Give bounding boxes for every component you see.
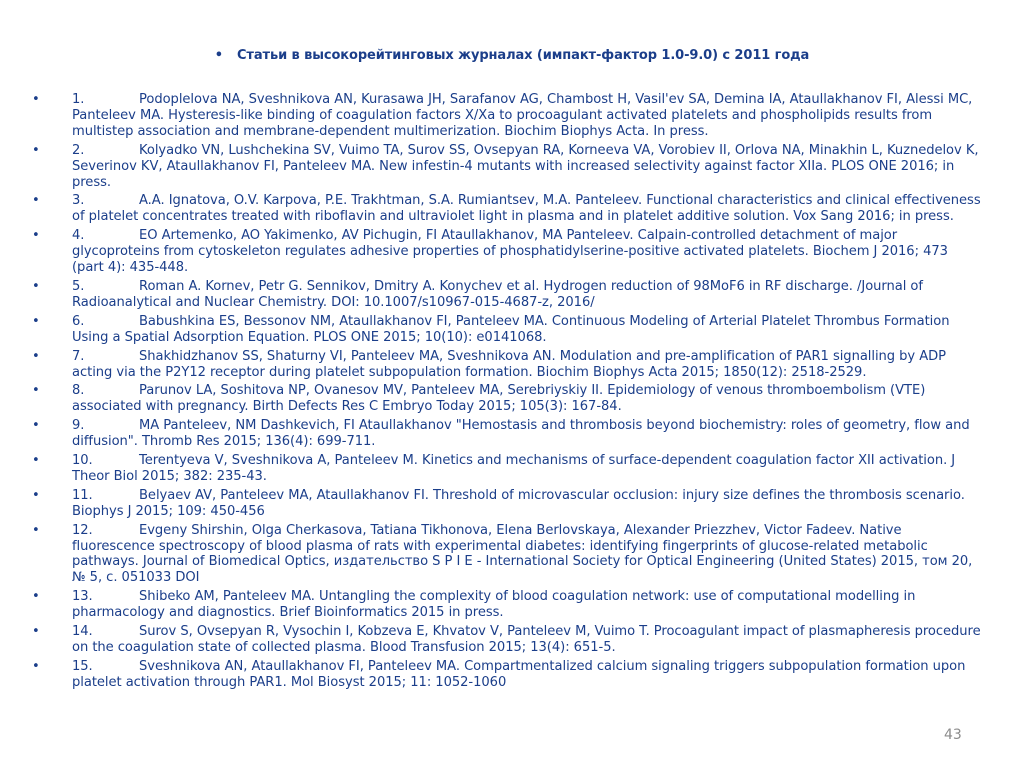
- reference-number: 11.: [72, 487, 93, 503]
- reference-number: 5.: [72, 278, 85, 294]
- reference-number: 1.: [72, 92, 85, 107]
- reference-number: 6.: [72, 313, 85, 329]
- bullet-icon: •: [32, 278, 40, 294]
- reference-number: 8.: [72, 383, 85, 399]
- title-text: Статьи в высокорейтинговых журналах (импакт-фактор 1.0-9.0) с 2011 года: [236, 48, 810, 63]
- reference-item: [32, 488, 982, 520]
- bullet-icon: •: [32, 348, 40, 364]
- reference-item: [32, 143, 982, 191]
- reference-text: Babushkina ES, Bessonov NM, Ataullakhanov FI, Panteleev MA. Continuous Modeling of Arterial Platelet Thrombus Formation Using a Spatial Adsorption Equation. PLOS ONE 2015; 10(10): e0141068.: [72, 313, 950, 345]
- reference-item: [32, 624, 982, 656]
- reference-text: Evgeny Shirshin, Olga Cherkasova, Tatiana Tikhonova, Elena Berlovskaya, Alexander Priezzhev, Victor Fadeev. Native fluorescence spectroscopy of blood plasma of rats with experimental diabetes: identifying fingerprints of glucose-related metabolic pathways. Journal of Biomedical Optics, издательство S P I E - International Society for Optical Engineering (United States) 2015, том 20, № 5, с. 051033 DOI: [72, 522, 973, 586]
- bullet-icon: •: [32, 142, 40, 158]
- reference-item: [32, 659, 982, 691]
- reference-text: Parunov LA, Soshitova NP, Ovanesov MV, Panteleev MA, Serebriyskiy II. Epidemiology of venous thromboembolism (VTE) associated with pregnancy. Birth Defects Res C Embryo Today 2015; 105(3): 167-84.: [72, 383, 926, 415]
- reference-item: [32, 228, 982, 276]
- reference-item: [32, 418, 982, 450]
- reference-list: [32, 92, 982, 694]
- bullet-icon: •: [32, 624, 40, 640]
- reference-text: EO Artemenko, AO Yakimenko, AV Pichugin, FI Ataullakhanov, MA Panteleev. Calpain-controlled detachment of major glycoproteins from cytoskeleton regulates adhesive properties of phosphatidylserine-positive activated platelets. Biochem J 2016; 473 (part 4): 435-448.: [72, 228, 948, 276]
- bullet-icon: •: [32, 453, 40, 469]
- reference-item: [32, 314, 982, 346]
- reference-text: Terentyeva V, Sveshnikova A, Panteleev M. Kinetics and mechanisms of surface-dependent coagulation factor XII activation. J Theor Biol 2015; 382: 235-43.: [72, 453, 956, 484]
- reference-number: 3.: [72, 193, 85, 209]
- bullet-icon: •: [32, 92, 40, 107]
- reference-number: 15.: [72, 658, 93, 674]
- reference-number: 9.: [72, 418, 85, 434]
- reference-item: [32, 92, 982, 140]
- reference-text: Kolyadko VN, Lushchekina SV, Vuimo TA, Surov SS, Ovsepyan RA, Korneeva VA, Vorobiev II, Orlova NA, Minakhin L, Kuznedelov K, Severinov KV, Ataullakhanov FI, Panteleev MA. New infestin-4 mutants with increased selectivity against factor XIIa. PLOS ONE 2016; in press.: [72, 142, 979, 190]
- reference-text: Podoplelova NA, Sveshnikova AN, Kurasawa JH, Sarafanov AG, Chambost H, Vasil'ev SA, Demina IA, Ataullakhanov FI, Alessi MC, Panteleev MA. Hysteresis-like binding of coagulation factors X/Xa to procoagulant activated platelets and phospholipids results from multistep association and membrane-dependent multimerization. Biochim Biophys Acta. In press.: [72, 92, 973, 139]
- reference-number: 14.: [72, 624, 93, 640]
- reference-number: 13.: [72, 589, 93, 605]
- reference-text: A.A. Ignatova, O.V. Karpova, P.E. Trakhtman, S.A. Rumiantsev, M.A. Panteleev. Functional characteristics and clinical effectiveness of platelet concentrates treated with riboflavin and ultraviolet light in plasma and in platelet additive solution. Vox Sang 2016; in press.: [72, 193, 981, 225]
- bullet-icon: •: [32, 658, 40, 674]
- reference-number: 10.: [72, 453, 93, 469]
- title-bullet: •: [214, 48, 223, 63]
- reference-item: [32, 279, 982, 311]
- reference-text: Surov S, Ovsepyan R, Vysochin I, Kobzeva E, Khvatov V, Panteleev M, Vuimo T. Procoagulant impact of plasmapheresis procedure on the coagulation state of collected plasma. Blood Transfusion 2015; 13(4): 651-5.: [72, 624, 981, 655]
- reference-number: 12.: [72, 522, 93, 538]
- bullet-icon: •: [32, 589, 40, 605]
- bullet-icon: •: [32, 522, 40, 538]
- bullet-icon: •: [32, 313, 40, 329]
- reference-number: 7.: [72, 348, 85, 364]
- reference-text: Belyaev AV, Panteleev MA, Ataullakhanov FI. Threshold of microvascular occlusion: injury size defines the thrombosis scenario. Biophys J 2015; 109: 450-456: [72, 487, 965, 519]
- reference-item: [32, 453, 982, 485]
- reference-text: MA Panteleev, NM Dashkevich, FI Ataullakhanov "Hemostasis and thrombosis beyond biochemistry: roles of geometry, flow and diffusion". Thromb Res 2015; 136(4): 699-711.: [72, 418, 970, 450]
- page-number: 43: [944, 727, 962, 743]
- reference-item: [32, 383, 982, 415]
- slide-title: [0, 48, 1024, 63]
- bullet-icon: •: [32, 418, 40, 434]
- reference-text: Shakhidzhanov SS, Shaturny VI, Panteleev MA, Sveshnikova AN. Modulation and pre-amplification of PAR1 signalling by ADP acting via the P2Y12 receptor during platelet subpopulation formation. Biochim Biophys Acta 2015; 1850(12): 2518-2529.: [72, 348, 947, 380]
- bullet-icon: •: [32, 383, 40, 399]
- reference-item: [32, 589, 982, 621]
- reference-text: Sveshnikova AN, Ataullakhanov FI, Panteleev MA. Compartmentalized calcium signaling triggers subpopulation formation upon platelet activation through PAR1. Mol Biosyst 2015; 11: 1052-1060: [72, 658, 966, 690]
- reference-item: [32, 523, 982, 587]
- reference-number: 2.: [72, 142, 85, 158]
- reference-number: 4.: [72, 228, 85, 244]
- reference-item: [32, 349, 982, 381]
- reference-item: [32, 193, 982, 225]
- bullet-icon: •: [32, 193, 40, 209]
- reference-text: Roman A. Kornev, Petr G. Sennikov, Dmitry A. Konychev et al. Hydrogen reduction of 98MoF6 in RF discharge. /Journal of Radioanalytical and Nuclear Chemistry. DOI: 10.1007/s10967-015-4687-z, 2016/: [72, 278, 923, 310]
- reference-text: Shibeko AM, Panteleev MA. Untangling the complexity of blood coagulation network: use of computational modelling in pharmacology and diagnostics. Brief Bioinformatics 2015 in press.: [72, 589, 916, 621]
- bullet-icon: •: [32, 487, 40, 503]
- bullet-icon: •: [32, 228, 40, 244]
